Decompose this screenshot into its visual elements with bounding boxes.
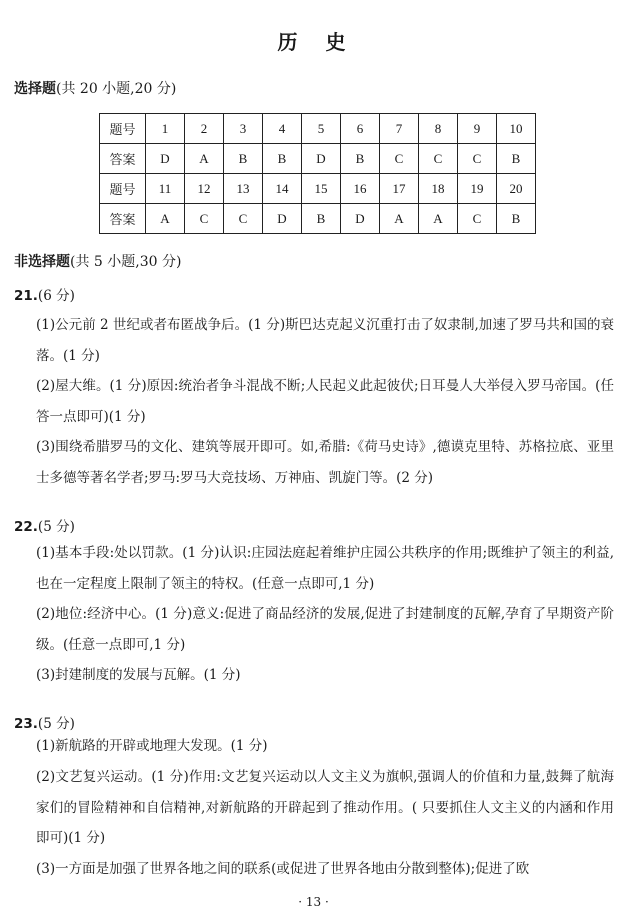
question-21-item-2: (2)屋大维。(1 分)原因:统治者争斗混战不断;人民起义此起彼伏;日耳曼人大举侵入罗马帝国。(任答一点即可)(1 分) bbox=[36, 378, 614, 425]
question-number: 16 bbox=[341, 174, 380, 204]
table-row bbox=[100, 204, 536, 234]
question-22-item-3: (3)封建制度的发展与瓦解。(1 分) bbox=[36, 667, 241, 683]
answer-cell: C bbox=[185, 204, 224, 234]
answer-cell: B bbox=[302, 204, 341, 234]
answer-cell: B bbox=[224, 144, 263, 174]
question-number: 6 bbox=[341, 114, 380, 144]
page-number: · 13 · bbox=[298, 895, 329, 909]
answer-cell: A bbox=[419, 204, 458, 234]
question-number: 8 bbox=[419, 114, 458, 144]
question-22-item-1: (1)基本手段:处以罚款。(1 分)认识:庄园法庭起着维护庄园公共秩序的作用;既维护了领主的利益,也在一定程度上限制了领主的特权。(任意一点即可,1 分) bbox=[36, 545, 614, 592]
page-title: 历 史 bbox=[277, 30, 350, 54]
nonchoice-section-heading bbox=[14, 251, 181, 271]
answer-cell: C bbox=[458, 204, 497, 234]
answer-cell: B bbox=[263, 144, 302, 174]
row-label-number: 题号 bbox=[100, 114, 146, 144]
question-23-item-1: (1)新航路的开辟或地理大发现。(1 分) bbox=[36, 738, 268, 754]
answer-cell: A bbox=[380, 204, 419, 234]
question-22-item-2: (2)地位:经济中心。(1 分)意义:促进了商品经济的发展,促进了封建制度的瓦解,孕育了早期资产阶级。(任意一点即可,1 分) bbox=[36, 606, 614, 653]
answer-cell: B bbox=[497, 144, 536, 174]
question-number: 10 bbox=[497, 114, 536, 144]
row-label-answer: 答案 bbox=[100, 144, 146, 174]
question-23-item-3: (3)一方面是加强了世界各地之间的联系(或促进了世界各地由分散到整体);促进了欧 bbox=[36, 861, 530, 877]
question-score: (5 分) bbox=[37, 519, 75, 535]
answer-cell: C bbox=[224, 204, 263, 234]
answer-cell: A bbox=[146, 204, 185, 234]
question-23-heading bbox=[14, 712, 75, 732]
row-label-answer: 答案 bbox=[100, 204, 146, 234]
question-21-heading bbox=[14, 284, 75, 304]
question-score: (5 分) bbox=[37, 716, 75, 732]
choice-section-heading bbox=[14, 78, 176, 98]
question-number: 15 bbox=[302, 174, 341, 204]
question-number-label: 22. bbox=[14, 519, 38, 535]
answer-cell: B bbox=[341, 144, 380, 174]
question-22-heading bbox=[14, 515, 75, 535]
question-21-item-1: (1)公元前 2 世纪或者布匿战争后。(1 分)斯巴达克起义沉重打击了奴隶制,加速了罗马共和国的衰落。(1 分) bbox=[36, 317, 614, 364]
table-row bbox=[100, 144, 536, 174]
question-number: 20 bbox=[497, 174, 536, 204]
question-number-label: 23. bbox=[14, 716, 38, 732]
question-number: 2 bbox=[185, 114, 224, 144]
question-number: 17 bbox=[380, 174, 419, 204]
question-number: 5 bbox=[302, 114, 341, 144]
nonchoice-heading-bold: 非选择题 bbox=[14, 254, 70, 270]
question-number: 11 bbox=[146, 174, 185, 204]
question-number: 12 bbox=[185, 174, 224, 204]
row-label-number: 题号 bbox=[100, 174, 146, 204]
nonchoice-heading-rest: (共 5 小题,30 分) bbox=[70, 254, 182, 270]
answer-cell: A bbox=[185, 144, 224, 174]
question-number: 7 bbox=[380, 114, 419, 144]
question-number: 3 bbox=[224, 114, 263, 144]
answer-cell: D bbox=[146, 144, 185, 174]
answer-cell: C bbox=[458, 144, 497, 174]
question-number: 18 bbox=[419, 174, 458, 204]
table-row bbox=[100, 114, 536, 144]
question-number-label: 21. bbox=[14, 288, 38, 304]
question-21-item-3: (3)围绕希腊罗马的文化、建筑等展开即可。如,希腊:《荷马史诗》,德谟克里特、苏格拉底、亚里士多德等著名学者;罗马:罗马大竞技场、万神庙、凯旋门等。(2 分) bbox=[36, 439, 614, 486]
answer-cell: D bbox=[302, 144, 341, 174]
answer-cell: B bbox=[497, 204, 536, 234]
answer-cell: D bbox=[341, 204, 380, 234]
choice-heading-bold: 选择题 bbox=[14, 81, 56, 97]
choice-heading-rest: (共 20 小题,20 分) bbox=[56, 81, 177, 97]
question-number: 14 bbox=[263, 174, 302, 204]
answer-table bbox=[99, 113, 536, 234]
answer-cell: C bbox=[419, 144, 458, 174]
question-number: 13 bbox=[224, 174, 263, 204]
answer-cell: D bbox=[263, 204, 302, 234]
question-score: (6 分) bbox=[37, 288, 75, 304]
question-number: 4 bbox=[263, 114, 302, 144]
question-number: 1 bbox=[146, 114, 185, 144]
answer-cell: C bbox=[380, 144, 419, 174]
question-number: 19 bbox=[458, 174, 497, 204]
question-number: 9 bbox=[458, 114, 497, 144]
table-row bbox=[100, 174, 536, 204]
question-23-item-2: (2)文艺复兴运动。(1 分)作用:文艺复兴运动以人文主义为旗帜,强调人的价值和力量,鼓舞了航海家们的冒险精神和自信精神,对新航路的开辟起到了推动作用。( 只要抓住人文主义的内涵和作用即可)(1 分) bbox=[36, 769, 614, 846]
